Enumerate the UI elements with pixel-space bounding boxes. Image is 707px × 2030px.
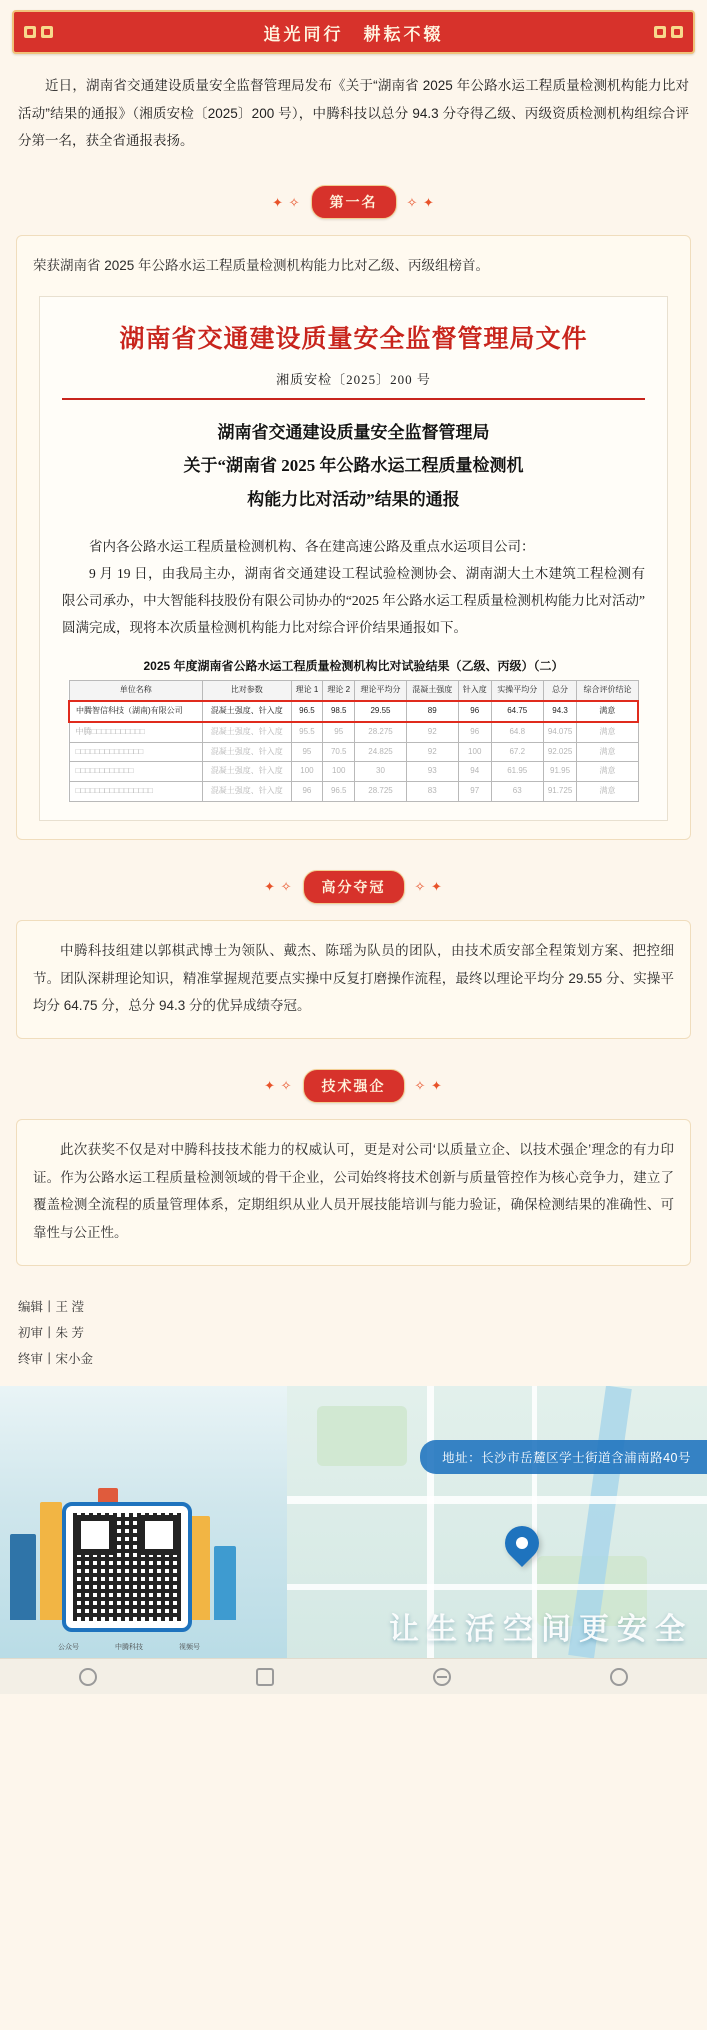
cell-total: 91.725: [543, 782, 577, 802]
document-subject-line-2: 构能力比对活动”结果的通报: [247, 489, 460, 509]
table-row: [69, 701, 638, 722]
cell-theory-avg: 29.55: [355, 701, 407, 722]
table-row: [69, 782, 638, 802]
col-total: 总分: [543, 681, 577, 701]
cell-total: 94.3: [543, 701, 577, 722]
cell-theory-2: 70.5: [323, 742, 355, 762]
map-road: [287, 1584, 707, 1590]
tech-strength-text: 此次获奖不仅是对中腾科技技术能力的权威认可，更是对公司‘以质量立企、以技术强企’理念的有力印证。作为公路水运工程质量检测领域的骨干企业，公司始终将技术创新与质量管控作为核心竞争力，建立了覆盖检测全流程的质量管理体系，定期组织从业人员开展技能培训与能力验证，确保检测结果的准确性、可靠性与公正性。: [33, 1141, 674, 1240]
qr-caption-1: 公众号: [58, 1644, 79, 1652]
editor-label: 编辑丨: [18, 1299, 56, 1314]
cell-practice-avg: 67.2: [491, 742, 543, 762]
star-ornament-right: ✧ ✦: [414, 1078, 443, 1094]
first-place-lead: 荣获湖南省 2025 年公路水运工程质量检测机构能力比对乙级、丙级组榜首。: [33, 258, 490, 274]
header-ornament-right: [654, 26, 683, 38]
col-params: 比对参数: [203, 681, 292, 701]
star-ornament-left: ✦ ✧: [264, 879, 293, 895]
cell-practice-avg: 61.95: [491, 762, 543, 782]
qr-caption-3: 视频号: [179, 1644, 200, 1652]
cell-theory-avg: 28.725: [355, 782, 407, 802]
editor-line: [18, 1294, 689, 1320]
map-park: [317, 1406, 407, 1466]
cell-params: 混凝土强度、针入度: [203, 722, 292, 742]
cell-theory-avg: 30: [355, 762, 407, 782]
cell-theory-avg: 24.825: [355, 742, 407, 762]
cell-unit-name: 中腾□□□□□□□□□□□: [69, 722, 203, 742]
document-issuing-org: 湖南省交通建设质量安全监督管理局: [217, 422, 490, 442]
table-row: [69, 722, 638, 742]
header-banner: [12, 10, 695, 54]
qr-code-image: [73, 1513, 181, 1621]
final-review-label: 终审丨: [18, 1352, 56, 1367]
cell-concrete: 92: [406, 722, 458, 742]
cell-conclusion: 满意: [577, 742, 638, 762]
signature-block: [18, 1294, 689, 1373]
cell-params: 混凝土强度、针入度: [203, 782, 292, 802]
cell-penetration: 94: [458, 762, 491, 782]
footer-slogan: 让生活空间更安全: [389, 1613, 693, 1647]
cell-theory-1: 96.5: [291, 701, 323, 722]
star-ornament-right: ✧ ✦: [406, 194, 435, 210]
section-pill-first-place: 第一名: [311, 185, 397, 219]
col-penetration: 针入度: [458, 681, 491, 701]
section-title-tech-strength: [0, 1069, 707, 1103]
cell-theory-1: 96: [291, 782, 323, 802]
cell-conclusion: 满意: [577, 701, 638, 722]
document-title: 湖南省交通建设质量安全监督管理局文件: [119, 325, 588, 353]
cell-unit-name: □□□□□□□□□□□□□□: [69, 742, 203, 762]
cell-concrete: 93: [406, 762, 458, 782]
section-pill-tech-strength: 技术强企: [303, 1069, 405, 1103]
cell-practice-avg: 64.8: [491, 722, 543, 742]
profile-icon[interactable]: [610, 1668, 628, 1686]
footer-illustration: [0, 1386, 707, 1658]
table-header-row: [69, 681, 638, 701]
document-subject-line-1: 关于“湖南省 2025 年公路水运工程质量检测机: [183, 456, 524, 476]
final-review-name: 宋小金: [55, 1352, 94, 1367]
comparison-result-table: [68, 680, 639, 802]
table-caption: 2025 年度湖南省公路水运工程质量检测机构比对试验结果（乙级、丙级）（二）: [143, 659, 564, 674]
first-review-label: 初审丨: [18, 1325, 56, 1340]
cell-theory-2: 95: [323, 722, 355, 742]
section-title-first-place: [0, 185, 707, 219]
high-score-card: [16, 920, 691, 1039]
star-ornament-right: ✧ ✦: [414, 879, 443, 895]
cell-unit-name: □□□□□□□□□□□□: [69, 762, 203, 782]
star-ornament-left: ✦ ✧: [264, 1078, 293, 1094]
document-body-text: 9 月 19 日，由我局主办，湖南省交通建设工程试验检测协会、湖南湖大土木建筑工程检测有限公司承办，中大智能科技股份有限公司协办的“2025 年公路水运工程质量检测机构能力比对活动”圆满完成，现将本次质量检测机构能力比对综合评价结果通报如下。: [62, 566, 645, 636]
cell-theory-1: 95: [291, 742, 323, 762]
cell-penetration: 97: [458, 782, 491, 802]
cell-concrete: 89: [406, 701, 458, 722]
col-conclusion: 综合评价结论: [577, 681, 638, 701]
cell-penetration: 96: [458, 722, 491, 742]
cell-practice-avg: 64.75: [491, 701, 543, 722]
cell-theory-2: 96.5: [323, 782, 355, 802]
cell-unit-name: □□□□□□□□□□□□□□□□: [69, 782, 203, 802]
cell-conclusion: 满意: [577, 782, 638, 802]
cell-unit-name: 中腾智信科技（湖南)有限公司: [69, 701, 203, 722]
document-red-rule: [62, 398, 645, 400]
high-score-text: 中腾科技组建以郭棋武博士为领队、戴杰、陈瑶为队员的团队，由技术质安部全程策划方案、把控细节。团队深耕理论知识，精准掌握规范要点实操中反复打磨操作流程，最终以理论平均分 29.55 分、实操平均分 64.75 分，总分 94.3 分的优异成绩夺冠。: [33, 942, 674, 1014]
cell-penetration: 96: [458, 701, 491, 722]
qr-caption-2: 中腾科技: [115, 1644, 143, 1652]
first-review-line: [18, 1320, 689, 1346]
cell-theory-1: 95.5: [291, 722, 323, 742]
cell-conclusion: 满意: [577, 722, 638, 742]
qr-caption-row: [40, 1642, 218, 1652]
cell-theory-avg: 28.275: [355, 722, 407, 742]
cell-penetration: 100: [458, 742, 491, 762]
document-number: 湘质安检〔2025〕200 号: [276, 371, 431, 387]
header-title: 追光同行 耕耘不辍: [263, 24, 444, 44]
grid-icon[interactable]: [256, 1668, 274, 1686]
cell-total: 92.025: [543, 742, 577, 762]
bottom-toolbar: [0, 1658, 707, 1694]
section-title-high-score: [0, 870, 707, 904]
cell-concrete: 83: [406, 782, 458, 802]
col-theory-1: 理论 1: [291, 681, 323, 701]
col-theory-avg: 理论平均分: [355, 681, 407, 701]
building: [10, 1534, 36, 1620]
official-document-scan: [39, 296, 668, 821]
editor-name: 王 滢: [55, 1299, 84, 1314]
first-place-card: [16, 235, 691, 840]
cell-practice-avg: 63: [491, 782, 543, 802]
col-concrete-strength: 混凝土强度: [406, 681, 458, 701]
menu-icon[interactable]: [433, 1668, 451, 1686]
cell-params: 混凝土强度、针入度: [203, 701, 292, 722]
final-review-line: [18, 1346, 689, 1372]
cell-theory-2: 100: [323, 762, 355, 782]
cell-concrete: 92: [406, 742, 458, 762]
qr-code-box[interactable]: [62, 1502, 192, 1632]
building: [214, 1546, 236, 1620]
table-row: [69, 742, 638, 762]
cell-params: 混凝土强度、针入度: [203, 762, 292, 782]
star-ornament-left: ✦ ✧: [272, 194, 301, 210]
building: [40, 1502, 62, 1620]
cell-params: 混凝土强度、针入度: [203, 742, 292, 762]
tech-strength-card: [16, 1119, 691, 1266]
cell-total: 94.075: [543, 722, 577, 742]
document-recipient: 省内各公路水运工程质量检测机构、各在建高速公路及重点水运项目公司：: [89, 539, 535, 555]
table-row: [69, 762, 638, 782]
col-practice-avg: 实操平均分: [491, 681, 543, 701]
first-review-name: 朱 芳: [55, 1325, 84, 1340]
cell-total: 91.95: [543, 762, 577, 782]
section-pill-high-score: 高分夺冠: [303, 870, 405, 904]
col-unit-name: 单位名称: [69, 681, 203, 701]
home-icon[interactable]: [79, 1668, 97, 1686]
cell-theory-2: 98.5: [323, 701, 355, 722]
map-road: [287, 1496, 707, 1504]
address-bar: 地址：长沙市岳麓区学士街道含浦南路40号: [420, 1440, 707, 1474]
col-theory-2: 理论 2: [323, 681, 355, 701]
intro-paragraph: 近日，湖南省交通建设质量安全监督管理局发布《关于“湖南省 2025 年公路水运工程质量检测机构能力比对活动”结果的通报》（湘质安检〔2025〕200 号），中腾科技以总分 94.3 分夺得乙级、丙级资质检测机构组综合评分第一名，获全省通报表扬。: [18, 78, 689, 149]
cell-conclusion: 满意: [577, 762, 638, 782]
cell-theory-1: 100: [291, 762, 323, 782]
header-ornament-left: [24, 26, 53, 38]
